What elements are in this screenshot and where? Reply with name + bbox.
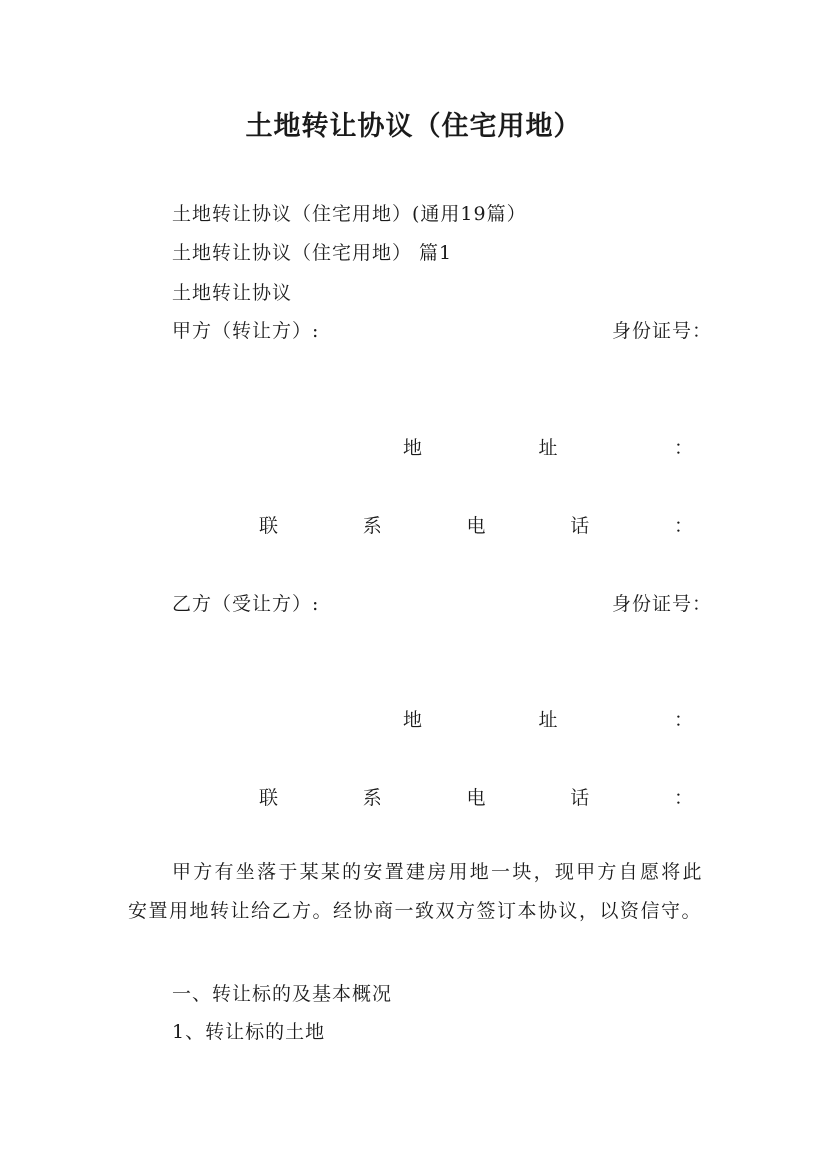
party-b-phone-line <box>259 783 693 810</box>
phone-char: 电 <box>466 787 486 809</box>
agreement-name: 土地转让协议 <box>172 282 293 304</box>
phone-char: 话 <box>570 787 590 809</box>
phone-char: 系 <box>362 515 382 537</box>
party-a-phone-line <box>259 511 693 538</box>
phone-char: 联 <box>259 515 279 537</box>
address-char: 址 <box>538 437 558 459</box>
party-a-id-label: 身份证号： <box>612 320 713 342</box>
party-a-address-line <box>403 433 693 460</box>
document-title: 土地转让协议（住宅用地） <box>245 111 582 142</box>
address-char: 址 <box>538 709 558 731</box>
address-colon: ： <box>673 437 693 459</box>
phone-char: 电 <box>466 515 486 537</box>
party-b-id-label: 身份证号： <box>612 593 713 615</box>
clause-heading-1-1: 1、转让标的土地 <box>172 1021 326 1043</box>
address-char: 地 <box>403 709 423 731</box>
phone-colon: ： <box>673 787 693 809</box>
clause-heading-1: 一、转让标的及基本概况 <box>172 983 393 1005</box>
address-char: 地 <box>403 437 423 459</box>
section-heading: 土地转让协议（住宅用地） 篇1 <box>172 242 453 264</box>
intro-paragraph: 甲方有坐落于某某的安置建房用地一块，现甲方自愿将此安置用地转让给乙方。经协商一致双方签订本协议，以资信守。 <box>128 861 703 922</box>
phone-char: 联 <box>259 787 279 809</box>
phone-char: 话 <box>570 515 590 537</box>
address-colon: ： <box>673 709 693 731</box>
phone-char: 系 <box>362 787 382 809</box>
document-subtitle: 土地转让协议（住宅用地）(通用19篇） <box>172 203 527 225</box>
phone-colon: ： <box>673 515 693 537</box>
party-b-address-line <box>403 705 693 732</box>
party-a-label: 甲方（转让方）: <box>172 320 320 342</box>
party-b-label: 乙方（受让方）: <box>172 593 320 615</box>
